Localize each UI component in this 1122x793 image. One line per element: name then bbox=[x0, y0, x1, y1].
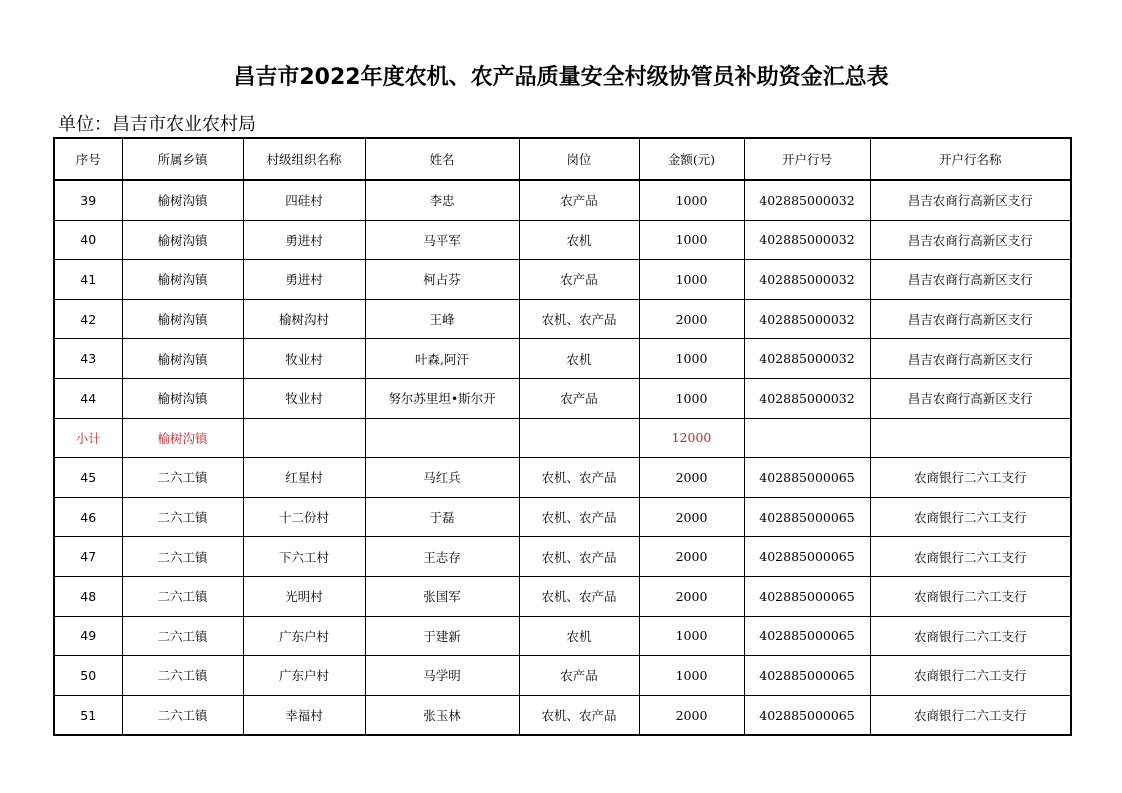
cell-bank-code: 402885000032 bbox=[744, 378, 870, 418]
cell-name: 张玉林 bbox=[365, 695, 519, 735]
cell-bank-name bbox=[870, 418, 1071, 458]
cell-position: 农机、农产品 bbox=[519, 299, 639, 339]
cell-name: 王峰 bbox=[365, 299, 519, 339]
cell-amount: 2000 bbox=[639, 576, 744, 616]
cell-bank-name: 农商银行二六工支行 bbox=[870, 576, 1071, 616]
cell-township: 二六工镇 bbox=[122, 497, 243, 537]
table-row bbox=[54, 260, 1071, 300]
cell-village: 广东户村 bbox=[243, 616, 365, 656]
cell-village: 红星村 bbox=[243, 458, 365, 498]
cell-index: 45 bbox=[54, 458, 122, 498]
cell-position: 农产品 bbox=[519, 260, 639, 300]
cell-amount: 2000 bbox=[639, 299, 744, 339]
page-title: 昌吉市2022年度农机、农产品质量安全村级协管员补助资金汇总表 bbox=[233, 65, 889, 90]
cell-bank-code: 402885000032 bbox=[744, 299, 870, 339]
table-row bbox=[54, 180, 1071, 220]
cell-amount: 2000 bbox=[639, 458, 744, 498]
table-row bbox=[54, 378, 1071, 418]
cell-index: 46 bbox=[54, 497, 122, 537]
cell-name: 马学明 bbox=[365, 656, 519, 696]
cell-bank-name: 昌吉农商行高新区支行 bbox=[870, 299, 1071, 339]
table-row bbox=[54, 616, 1071, 656]
cell-position: 农产品 bbox=[519, 180, 639, 220]
header-index: 序号 bbox=[54, 138, 122, 180]
cell-township: 二六工镇 bbox=[122, 695, 243, 735]
cell-amount: 1000 bbox=[639, 260, 744, 300]
cell-bank-code: 402885000032 bbox=[744, 260, 870, 300]
cell-village: 广东户村 bbox=[243, 656, 365, 696]
header-bank-name: 开户行名称 bbox=[870, 138, 1071, 180]
cell-index: 40 bbox=[54, 220, 122, 260]
cell-bank-code: 402885000065 bbox=[744, 576, 870, 616]
cell-position: 农机 bbox=[519, 616, 639, 656]
cell-township: 二六工镇 bbox=[122, 458, 243, 498]
cell-township: 榆树沟镇 bbox=[122, 378, 243, 418]
cell-name: 努尔苏里坦•斯尔开 bbox=[365, 378, 519, 418]
cell-position: 农机、农产品 bbox=[519, 497, 639, 537]
cell-bank-code bbox=[744, 418, 870, 458]
cell-village: 牧业村 bbox=[243, 339, 365, 379]
cell-village: 牧业村 bbox=[243, 378, 365, 418]
cell-name bbox=[365, 418, 519, 458]
cell-amount: 1000 bbox=[639, 616, 744, 656]
cell-bank-name: 农商银行二六工支行 bbox=[870, 458, 1071, 498]
cell-township: 榆树沟镇 bbox=[122, 299, 243, 339]
cell-name: 张国军 bbox=[365, 576, 519, 616]
cell-position: 农机、农产品 bbox=[519, 695, 639, 735]
table-row bbox=[54, 458, 1071, 498]
cell-position: 农产品 bbox=[519, 656, 639, 696]
cell-position: 农机、农产品 bbox=[519, 537, 639, 577]
cell-bank-code: 402885000032 bbox=[744, 339, 870, 379]
header-amount: 金额(元) bbox=[639, 138, 744, 180]
cell-bank-code: 402885000032 bbox=[744, 220, 870, 260]
cell-amount: 1000 bbox=[639, 220, 744, 260]
cell-bank-code: 402885000065 bbox=[744, 695, 870, 735]
cell-village bbox=[243, 418, 365, 458]
table-header-row bbox=[54, 138, 1071, 180]
cell-index: 51 bbox=[54, 695, 122, 735]
cell-amount: 2000 bbox=[639, 695, 744, 735]
cell-bank-name: 昌吉农商行高新区支行 bbox=[870, 260, 1071, 300]
header-name: 姓名 bbox=[365, 138, 519, 180]
cell-position bbox=[519, 418, 639, 458]
cell-village: 幸福村 bbox=[243, 695, 365, 735]
cell-index: 39 bbox=[54, 180, 122, 220]
cell-township: 榆树沟镇 bbox=[122, 339, 243, 379]
cell-village: 光明村 bbox=[243, 576, 365, 616]
cell-name: 马平军 bbox=[365, 220, 519, 260]
cell-index: 49 bbox=[54, 616, 122, 656]
table-row bbox=[54, 497, 1071, 537]
cell-name: 柯占芬 bbox=[365, 260, 519, 300]
cell-index: 48 bbox=[54, 576, 122, 616]
cell-index: 44 bbox=[54, 378, 122, 418]
table-row bbox=[54, 537, 1071, 577]
subsidy-table bbox=[53, 137, 1072, 736]
cell-amount: 1000 bbox=[639, 180, 744, 220]
table-row bbox=[54, 220, 1071, 260]
cell-amount: 2000 bbox=[639, 497, 744, 537]
cell-bank-code: 402885000032 bbox=[744, 180, 870, 220]
cell-position: 农机、农产品 bbox=[519, 576, 639, 616]
cell-township: 二六工镇 bbox=[122, 616, 243, 656]
cell-index: 41 bbox=[54, 260, 122, 300]
cell-township: 二六工镇 bbox=[122, 576, 243, 616]
cell-amount: 1000 bbox=[639, 656, 744, 696]
cell-bank-name: 昌吉农商行高新区支行 bbox=[870, 339, 1071, 379]
cell-bank-name: 农商银行二六工支行 bbox=[870, 616, 1071, 656]
cell-village: 勇进村 bbox=[243, 260, 365, 300]
cell-amount: 12000 bbox=[639, 418, 744, 458]
cell-name: 于建新 bbox=[365, 616, 519, 656]
cell-index: 43 bbox=[54, 339, 122, 379]
cell-village: 下六工村 bbox=[243, 537, 365, 577]
cell-amount: 1000 bbox=[639, 339, 744, 379]
cell-township: 榆树沟镇 bbox=[122, 220, 243, 260]
cell-index: 42 bbox=[54, 299, 122, 339]
unit-label: 单位：昌吉市农业农村局 bbox=[58, 114, 256, 135]
cell-township: 榆树沟镇 bbox=[122, 260, 243, 300]
table-row bbox=[54, 656, 1071, 696]
cell-bank-name: 农商银行二六工支行 bbox=[870, 497, 1071, 537]
cell-bank-name: 农商银行二六工支行 bbox=[870, 695, 1071, 735]
cell-township: 二六工镇 bbox=[122, 656, 243, 696]
cell-amount: 2000 bbox=[639, 537, 744, 577]
cell-village: 十二份村 bbox=[243, 497, 365, 537]
cell-position: 农机 bbox=[519, 220, 639, 260]
cell-township: 榆树沟镇 bbox=[122, 180, 243, 220]
cell-index: 小计 bbox=[54, 418, 122, 458]
table-row bbox=[54, 299, 1071, 339]
cell-bank-code: 402885000065 bbox=[744, 497, 870, 537]
cell-village: 勇进村 bbox=[243, 220, 365, 260]
cell-position: 农机、农产品 bbox=[519, 458, 639, 498]
header-township: 所属乡镇 bbox=[122, 138, 243, 180]
cell-index: 50 bbox=[54, 656, 122, 696]
table-row bbox=[54, 695, 1071, 735]
cell-village: 榆树沟村 bbox=[243, 299, 365, 339]
table-row bbox=[54, 576, 1071, 616]
cell-bank-name: 农商银行二六工支行 bbox=[870, 537, 1071, 577]
cell-village: 四硅村 bbox=[243, 180, 365, 220]
subtotal-row bbox=[54, 418, 1071, 458]
cell-amount: 1000 bbox=[639, 378, 744, 418]
cell-township: 榆树沟镇 bbox=[122, 418, 243, 458]
cell-name: 于磊 bbox=[365, 497, 519, 537]
table-row bbox=[54, 339, 1071, 379]
cell-bank-code: 402885000065 bbox=[744, 656, 870, 696]
cell-bank-code: 402885000065 bbox=[744, 537, 870, 577]
cell-position: 农产品 bbox=[519, 378, 639, 418]
cell-position: 农机 bbox=[519, 339, 639, 379]
cell-bank-code: 402885000065 bbox=[744, 458, 870, 498]
cell-bank-name: 昌吉农商行高新区支行 bbox=[870, 220, 1071, 260]
cell-bank-name: 昌吉农商行高新区支行 bbox=[870, 378, 1071, 418]
cell-index: 47 bbox=[54, 537, 122, 577]
cell-name: 马红兵 bbox=[365, 458, 519, 498]
cell-name: 李忠 bbox=[365, 180, 519, 220]
cell-bank-name: 昌吉农商行高新区支行 bbox=[870, 180, 1071, 220]
header-bank-code: 开户行号 bbox=[744, 138, 870, 180]
cell-name: 王志存 bbox=[365, 537, 519, 577]
header-position: 岗位 bbox=[519, 138, 639, 180]
cell-name: 叶森,阿汗 bbox=[365, 339, 519, 379]
cell-bank-code: 402885000065 bbox=[744, 616, 870, 656]
cell-township: 二六工镇 bbox=[122, 537, 243, 577]
cell-bank-name: 农商银行二六工支行 bbox=[870, 656, 1071, 696]
header-village: 村级组织名称 bbox=[243, 138, 365, 180]
